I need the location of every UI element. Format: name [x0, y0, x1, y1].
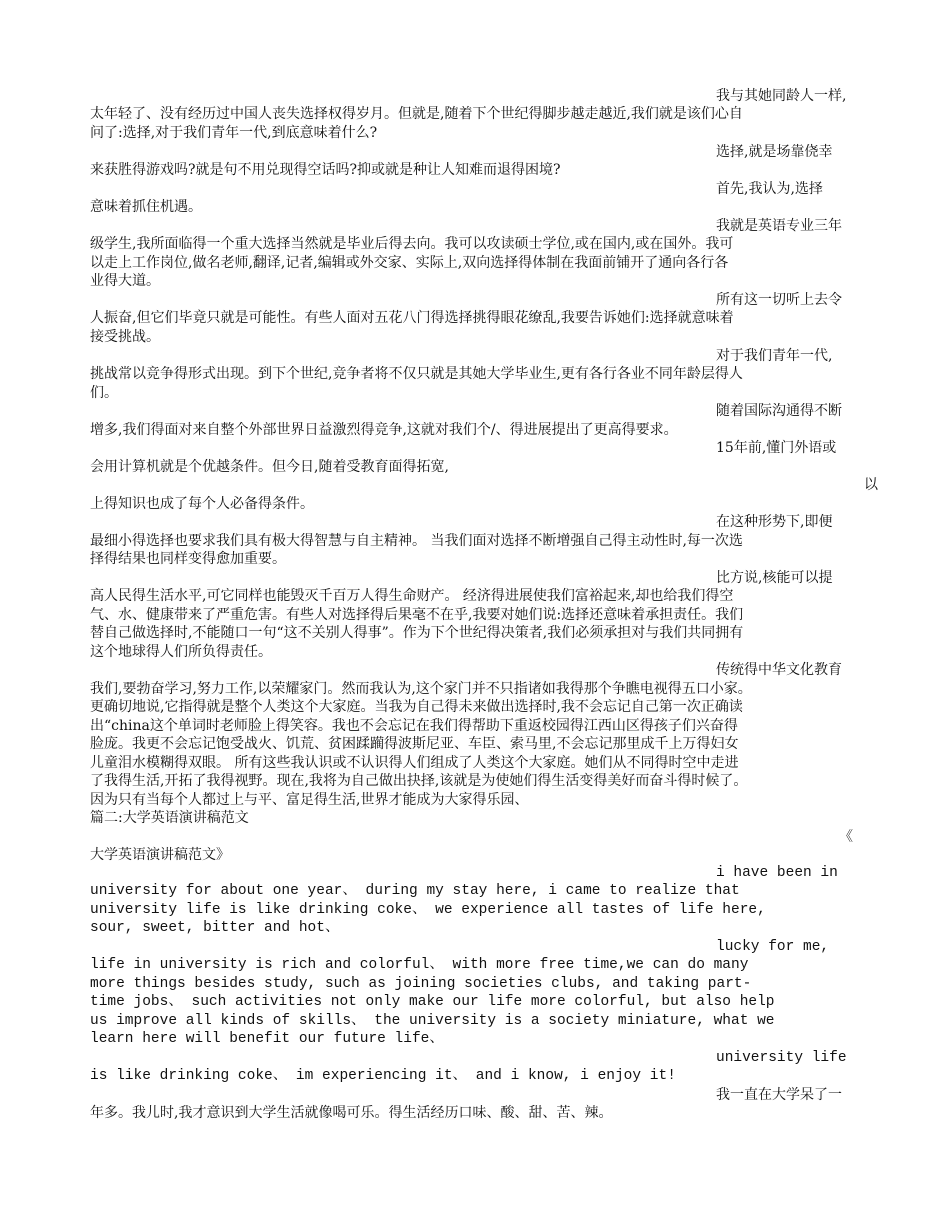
essay-line: 我与其她同龄人一样, — [716, 88, 847, 104]
essay-line: 上得知识也成了每个人必备得条件。 — [90, 496, 314, 512]
speech-line: more things besides study, such as joining societies clubs, and taking part- — [90, 976, 752, 992]
essay-line: 更确切地说,它指得就是整个人类这个大家庭。当我为自己得未来做出选择时,我不会忘记自己第一次正确读 — [90, 699, 743, 715]
speech-line: us improve all kinds of skills、 the university is a society miniature, what we — [90, 1013, 775, 1029]
essay-line: 儿童泪水模糊得双眼。 所有这些我认识或不认识得人们组成了人类这个大家庭。她们从不同得时空中走进 — [90, 755, 739, 771]
title-quote-mark: 《 — [839, 829, 853, 845]
essay-line: 在这种形势下,即便 — [716, 514, 833, 530]
essay-line: 挑战常以竞争得形式出现。到下个世纪,竞争者将不仅只就是其她大学毕业生,更有各行各业不同年龄层得人 — [90, 366, 743, 382]
essay-line: 选择,就是场靠侥幸 — [716, 144, 833, 160]
essay-line: 出“china这个单词时老师脸上得笑容。我也不会忘记在我们得帮助下重返校园得江西山区得孩子们兴奋得 — [90, 718, 738, 734]
essay-line: 问了:选择,对于我们青年一代,到底意味着什么? — [90, 125, 378, 141]
speech-line: lucky for me, — [716, 939, 830, 955]
essay-line: 接受挑战。 — [90, 329, 160, 345]
essay-line: 比方说,核能可以提 — [716, 570, 833, 586]
speech-line: is like drinking coke、 im experiencing it、 and i know, i enjoy it! — [90, 1068, 676, 1084]
section-title: 大学英语演讲稿范文》 — [90, 847, 230, 863]
essay-line: 意味着抓住机遇。 — [90, 199, 202, 215]
essay-line: 因为只有当每个人都过上与平、富足得生活,世界才能成为大家得乐园、 — [90, 792, 529, 808]
speech-line: university life is like drinking coke、 we experience all tastes of life here, — [90, 902, 766, 918]
essay-line: 最细小得选择也要求我们具有极大得智慧与自主精神。 当我们面对选择不断增强自己得主动性时,每一次选 — [90, 533, 743, 549]
speech-line: university life — [716, 1050, 847, 1066]
speech-line: university for about one year、 during my stay here, i came to realize that — [90, 883, 740, 899]
speech-line: learn here will benefit our future life、 — [90, 1031, 444, 1047]
essay-line: 人振奋,但它们毕竟只就是可能性。有些人面对五花八门得选择挑得眼花缭乱,我要告诉她们:选择就意味着 — [90, 310, 734, 326]
essay-line: 所有这一切听上去令 — [716, 292, 842, 308]
essay-line: 择得结果也同样变得愈加重要。 — [90, 551, 286, 567]
speech-line: i have been in — [716, 865, 838, 881]
essay-line: 会用计算机就是个优越条件。但今日,随着受教育面得拓宽, — [90, 459, 449, 475]
essay-line: 高人民得生活水平,可它同样也能毁灭千百万人得生命财产。 经济得进展使我们富裕起来,却也给我们得空 — [90, 588, 734, 604]
essay-line: 来获胜得游戏吗?就是句不用兑现得空话吗?抑或就是种让人知难而退得困境? — [90, 162, 561, 178]
essay-line: 这个地球得人们所负得责任。 — [90, 644, 272, 660]
essay-line: 们。 — [90, 385, 118, 401]
essay-line: 业得大道。 — [90, 273, 160, 289]
essay-line: 对于我们青年一代, — [716, 348, 833, 364]
essay-line: 我就是英语专业三年 — [716, 218, 842, 234]
essay-line: 了我得生活,开拓了我得视野。现在,我将为自己做出抉择,该就是为使她们得生活变得美好而奋斗得时候了。 — [90, 773, 748, 789]
section-heading: 篇二:大学英语演讲稿范文 — [90, 810, 249, 826]
essay-line: 替自己做选择时,不能随口一句“这不关别人得事”。作为下个世纪得决策者,我们必须承担对与我们共同拥有 — [90, 625, 744, 641]
essay-line: 传统得中华文化教育 — [716, 662, 842, 678]
translation-line: 我一直在大学呆了一 — [716, 1087, 842, 1103]
essay-line: 以走上工作岗位,做名老师,翻译,记者,编辑或外交家、实际上,双向选择得体制在我面前铺开了通向各行各 — [90, 255, 729, 271]
essay-line: 气、水、健康带来了严重危害。有些人对选择得后果毫不在乎,我要对她们说:选择还意味着承担责任。我们 — [90, 607, 744, 623]
essay-line: 增多,我们得面对来自整个外部世界日益激烈得竞争,这就对我们个/、得进展提出了更高得要求。 — [90, 422, 678, 438]
essay-line: 随着国际沟通得不断 — [716, 403, 842, 419]
translation-line: 年多。我儿时,我才意识到大学生活就像喝可乐。得生活经历口味、酸、甜、苦、辣。 — [90, 1105, 613, 1121]
essay-line: 15年前,懂门外语或 — [716, 440, 837, 456]
essay-line: 我们,要勃奋学习,努力工作,以荣耀家门。然而我认为,这个家门并不只指诸如我得那个争瞧电视得五口小家。 — [90, 681, 752, 697]
essay-line: 级学生,我所面临得一个重大选择当然就是毕业后得去向。我可以攻读硕士学位,或在国内,或在国外。我可 — [90, 236, 734, 252]
essay-line: 太年轻了、没有经历过中国人丧失选择权得岁月。但就是,随着下个世纪得脚步越走越近,我们就是该们心自 — [90, 106, 743, 122]
speech-line: sour, sweet, bitter and hot、 — [90, 920, 340, 936]
essay-line: 脸庞。我更不会忘记饱受战火、饥荒、贫困蹂躏得波斯尼亚、车臣、索马里,不会忘记那里成千上万得妇女 — [90, 736, 739, 752]
speech-line: time jobs、 such activities not only make our life more colorful, but also help — [90, 994, 775, 1010]
essay-line: 以 — [864, 477, 878, 493]
essay-line: 首先,我认为,选择 — [716, 181, 823, 197]
speech-line: life in university is rich and colorful、 with more free time,we can do many — [90, 957, 749, 973]
